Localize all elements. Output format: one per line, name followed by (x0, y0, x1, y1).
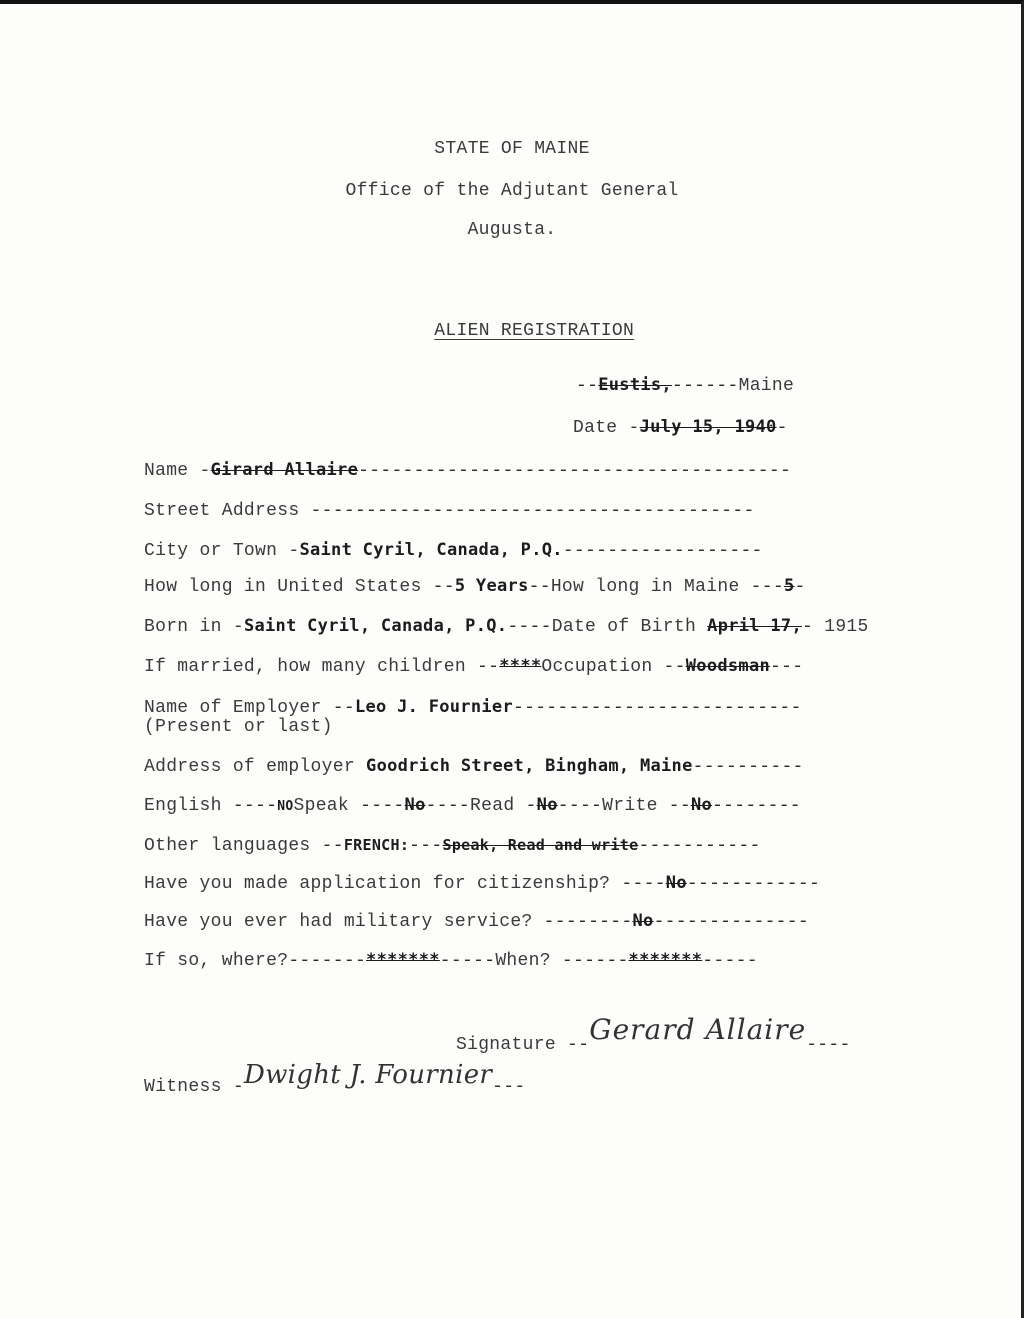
born-label: Born in (144, 617, 222, 637)
city-heading: Augusta. (467, 220, 557, 240)
military-line: Have you ever had military service? --------No-------------- (144, 911, 809, 932)
place-town: Eustis, (598, 375, 672, 395)
dob-year: 1915 (824, 617, 869, 637)
form-title: ALIEN REGISTRATION (434, 321, 635, 341)
employer-address-line: Address of employer Goodrich Street, Bingham, Maine---------- (144, 756, 804, 777)
when-value: ******* (628, 950, 703, 970)
children-line: If married, how many children --****Occupation --Woodsman--- (144, 656, 804, 677)
employer-sublabel: (Present or last) (144, 717, 333, 737)
how-long-maine-value: 5 (783, 576, 795, 596)
office-heading: Office of the Adjutant General (345, 181, 679, 201)
how-long-line: How long in United States --5 Years--How long in Maine ---5- (144, 576, 806, 597)
signature-value: Gerard Allaire (589, 1013, 807, 1046)
form-title-wrap (0, 298, 1024, 364)
place-line: --Eustis,------Maine (576, 375, 795, 396)
other-languages-detail: Speak, Read and write (442, 836, 639, 854)
occupation-label: Occupation (541, 657, 653, 677)
employer-address-value: Goodrich Street, Bingham, Maine (366, 756, 693, 776)
signature-line: Signature --Gerard Allaire---- (456, 1013, 851, 1055)
name-value: Girard Allaire (210, 460, 359, 480)
dob-value: April 17, (707, 616, 802, 636)
where-when-line: If so, where?-------*******-----When? ------*******----- (144, 950, 758, 971)
signature-label: Signature (456, 1035, 556, 1055)
how-long-maine-label: How long in Maine (550, 577, 740, 597)
speak-value: No (404, 795, 426, 815)
employer-label: Name of Employer (144, 698, 322, 718)
speak-label: Speak (293, 796, 350, 816)
where-label: If so, where? (144, 951, 289, 971)
children-value: **** (499, 656, 542, 676)
place-state: Maine (738, 376, 795, 396)
how-long-us-label: How long in United States (144, 577, 422, 597)
citizenship-label: Have you made application for citizenship? (144, 874, 611, 894)
other-languages-label: Other languages (144, 836, 311, 856)
occupation-value: Woodsman (685, 656, 771, 676)
witness-value: Dwight J. Fournier (243, 1060, 493, 1090)
children-label: If married, how many children (144, 657, 466, 677)
other-languages-value: FRENCH: (343, 836, 410, 854)
where-value: ******* (366, 950, 440, 970)
military-value: No (632, 911, 654, 931)
city-line: City or Town -Saint Cyril, Canada, P.Q.------------------ (144, 540, 763, 561)
city-value: Saint Cyril, Canada, P.Q. (299, 540, 563, 560)
name-label: Name (144, 461, 189, 481)
read-label: Read (470, 796, 515, 816)
english-line: English ----NOSpeak ----No----Read -No----Write --No-------- (144, 795, 801, 816)
employer-value: Leo J. Fournier (354, 697, 513, 717)
employer-line: Name of Employer --Leo J. Fournier-------------------------- (144, 697, 802, 718)
state-heading: STATE OF MAINE (434, 139, 590, 159)
write-label: Write (602, 796, 658, 816)
read-value: No (536, 795, 558, 815)
date-label: Date (573, 418, 618, 438)
employer-address-label: Address of employer (144, 757, 355, 777)
english-value: NO (277, 799, 294, 814)
write-value: No (691, 795, 713, 815)
english-label: English (144, 796, 222, 816)
how-long-us-value: 5 Years (454, 576, 529, 596)
citizenship-value: No (665, 873, 687, 893)
when-label: When? (495, 951, 551, 971)
date-value: July 15, 1940 (639, 417, 777, 437)
witness-line: Witness -Dwight J. Fournier--- (144, 1060, 526, 1097)
citizenship-line: Have you made application for citizenship? ----No------------ (144, 873, 821, 894)
street-label: Street Address (144, 501, 300, 521)
city-label: City or Town (144, 541, 278, 561)
other-languages-line: Other languages --FRENCH:---Speak, Read and write----------- (144, 836, 761, 856)
name-line: Name -Girard Allaire--------------------------------------- (144, 460, 792, 481)
date-line: Date -July 15, 1940- (573, 417, 788, 438)
witness-label: Witness (144, 1077, 222, 1097)
dob-label: Date of Birth (551, 617, 697, 637)
born-value: Saint Cyril, Canada, P.Q. (243, 616, 508, 636)
military-label: Have you ever had military service? (144, 912, 533, 932)
born-line: Born in -Saint Cyril, Canada, P.Q.----Date of Birth April 17,- 1915 (144, 616, 869, 637)
street-line: Street Address ---------------------------------------- (144, 501, 755, 521)
